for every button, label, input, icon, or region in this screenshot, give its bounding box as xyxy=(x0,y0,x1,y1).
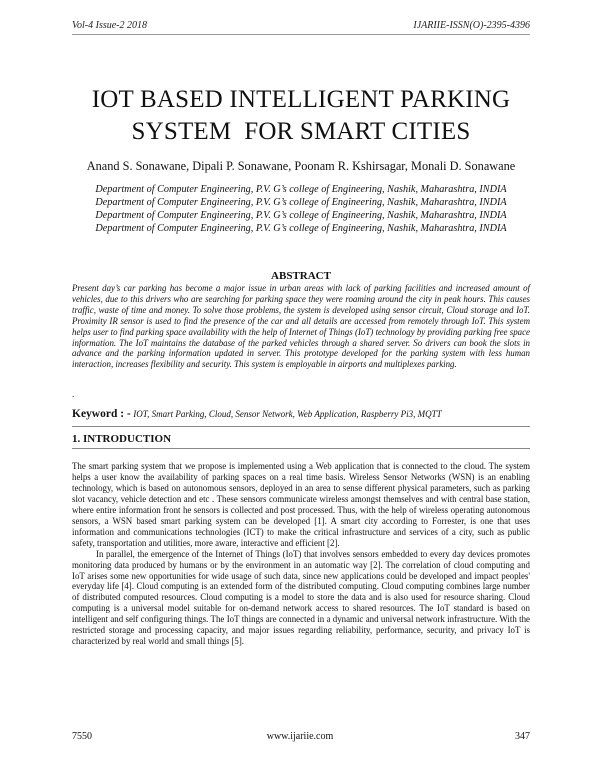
affiliation-list xyxy=(72,183,530,235)
paper-title xyxy=(72,84,530,148)
keywords-label: Keyword : - xyxy=(72,408,131,420)
abstract-trailing-dot: . xyxy=(72,389,75,399)
keywords-text: IOT, Smart Parking, Cloud, Sensor Network, Web Application, Raspberry Pi3, MQTT xyxy=(133,409,442,419)
title-line-2: SYSTEM FOR SMART CITIES xyxy=(131,118,471,145)
keywords-line xyxy=(72,408,530,420)
intro-paragraph-2: In parallel, the emergence of the Internet of Things (IoT) that involves sensors embedded to every day devices promotes monitoring data produced by humans or by the environment in an automatic way [2]. The correlation of cloud computing and IoT arises some new opportunities for wide usage of such data, since new applications could be developed and impact peoples' everyday life [4]. Cloud computing is an extended form of the distributed computing. Cloud computing combines large number of distributed computed resources. Cloud computing is a model to store the data and is also used for resource sharing. Cloud computing is a universal model suitable for on-demand network access to shared resources. The IoT standard is based on intelligent and self configuring things. The IoT things are connected in a dynamic and universal network infrastructure. With the restricted storage and processing capacity, and major issues regarding reliability, performance, security, and privacy IoT is characterized by real world and small things [5]. xyxy=(72,548,530,647)
footer-paper-id: 7550 xyxy=(72,731,92,742)
affiliation-1: Department of Computer Engineering, P.V. G’s college of Engineering, Nashik, Maharashtra, INDIA xyxy=(95,184,507,195)
abstract-body: Present day’s car parking has become a major issue in urban areas with lack of parking facilities and increased amount of vehicles, due to this drivers who are searching for parking space they were roaming around the city in peak hours. This causes traffic, waste of time and money. To solve those problems, the system is developed using sensor circuit, Cloud storage and IoT. Proximity IR sensor is used to find the presence of the car and all details are accessed from remotely through IoT. This system helps user to find parking space availability with the help of Internet of Things (IoT) technology by providing parking free space information. The IoT maintains the database of the parked vehicles through a shared server. So drivers can book the slots in advance and the parking information updated in server. This prototype developed for the parking system with less human interaction, increases flexibility and security. This system is employable in airports and multiplexes parking. xyxy=(72,283,530,370)
abstract-heading: ABSTRACT xyxy=(271,270,331,282)
section-rule xyxy=(72,448,530,449)
affiliation-2: Department of Computer Engineering, P.V. G’s college of Engineering, Nashik, Maharashtra, INDIA xyxy=(95,197,507,208)
journal-volume: Vol-4 Issue-2 2018 xyxy=(72,20,147,31)
footer-website: www.ijariie.com xyxy=(266,731,334,742)
introduction-body xyxy=(72,461,530,647)
footer-page-number: 347 xyxy=(515,731,530,742)
author-list: Anand S. Sonawane, Dipali P. Sonawane, Poonam R. Kshirsagar, Monali D. Sonawane xyxy=(86,159,516,173)
title-line-1: IOT BASED INTELLIGENT PARKING xyxy=(91,86,511,113)
keywords-rule xyxy=(72,426,530,427)
affiliation-4: Department of Computer Engineering, P.V. G’s college of Engineering, Nashik, Maharashtra, INDIA xyxy=(95,223,507,234)
section-heading-introduction: 1. INTRODUCTION xyxy=(72,433,172,445)
header-rule xyxy=(72,34,530,35)
journal-issn: IJARIIE-ISSN(O)-2395-4396 xyxy=(413,20,530,31)
intro-paragraph-1: The smart parking system that we propose is implemented using a Web application that is connected to the cloud. The system helps a user know the availability of parking spaces on a real time basis. Wireless Sensor Networks (WSN) is an enabling technology, which is based on autonomous sensors, deployed in an area to sense different physical parameters, such as parking slot vacancy, vehicle detection and etc . These sensors communicate wireless amongst themselves and with central base station, where entire information front he sensors is collected and post processed. Thus, with the help of wireless operating autonomous sensors, a WSN based smart parking system can be developed [1]. A smart city according to Forrester, is one that uses information and communications technologies (ICT) to make the critical infrastructure and services of a city, such as public safety, transportation and utilities, more aware, interactive and efficient [2]. xyxy=(72,461,530,548)
affiliation-3: Department of Computer Engineering, P.V. G’s college of Engineering, Nashik, Maharashtra, INDIA xyxy=(95,210,507,221)
